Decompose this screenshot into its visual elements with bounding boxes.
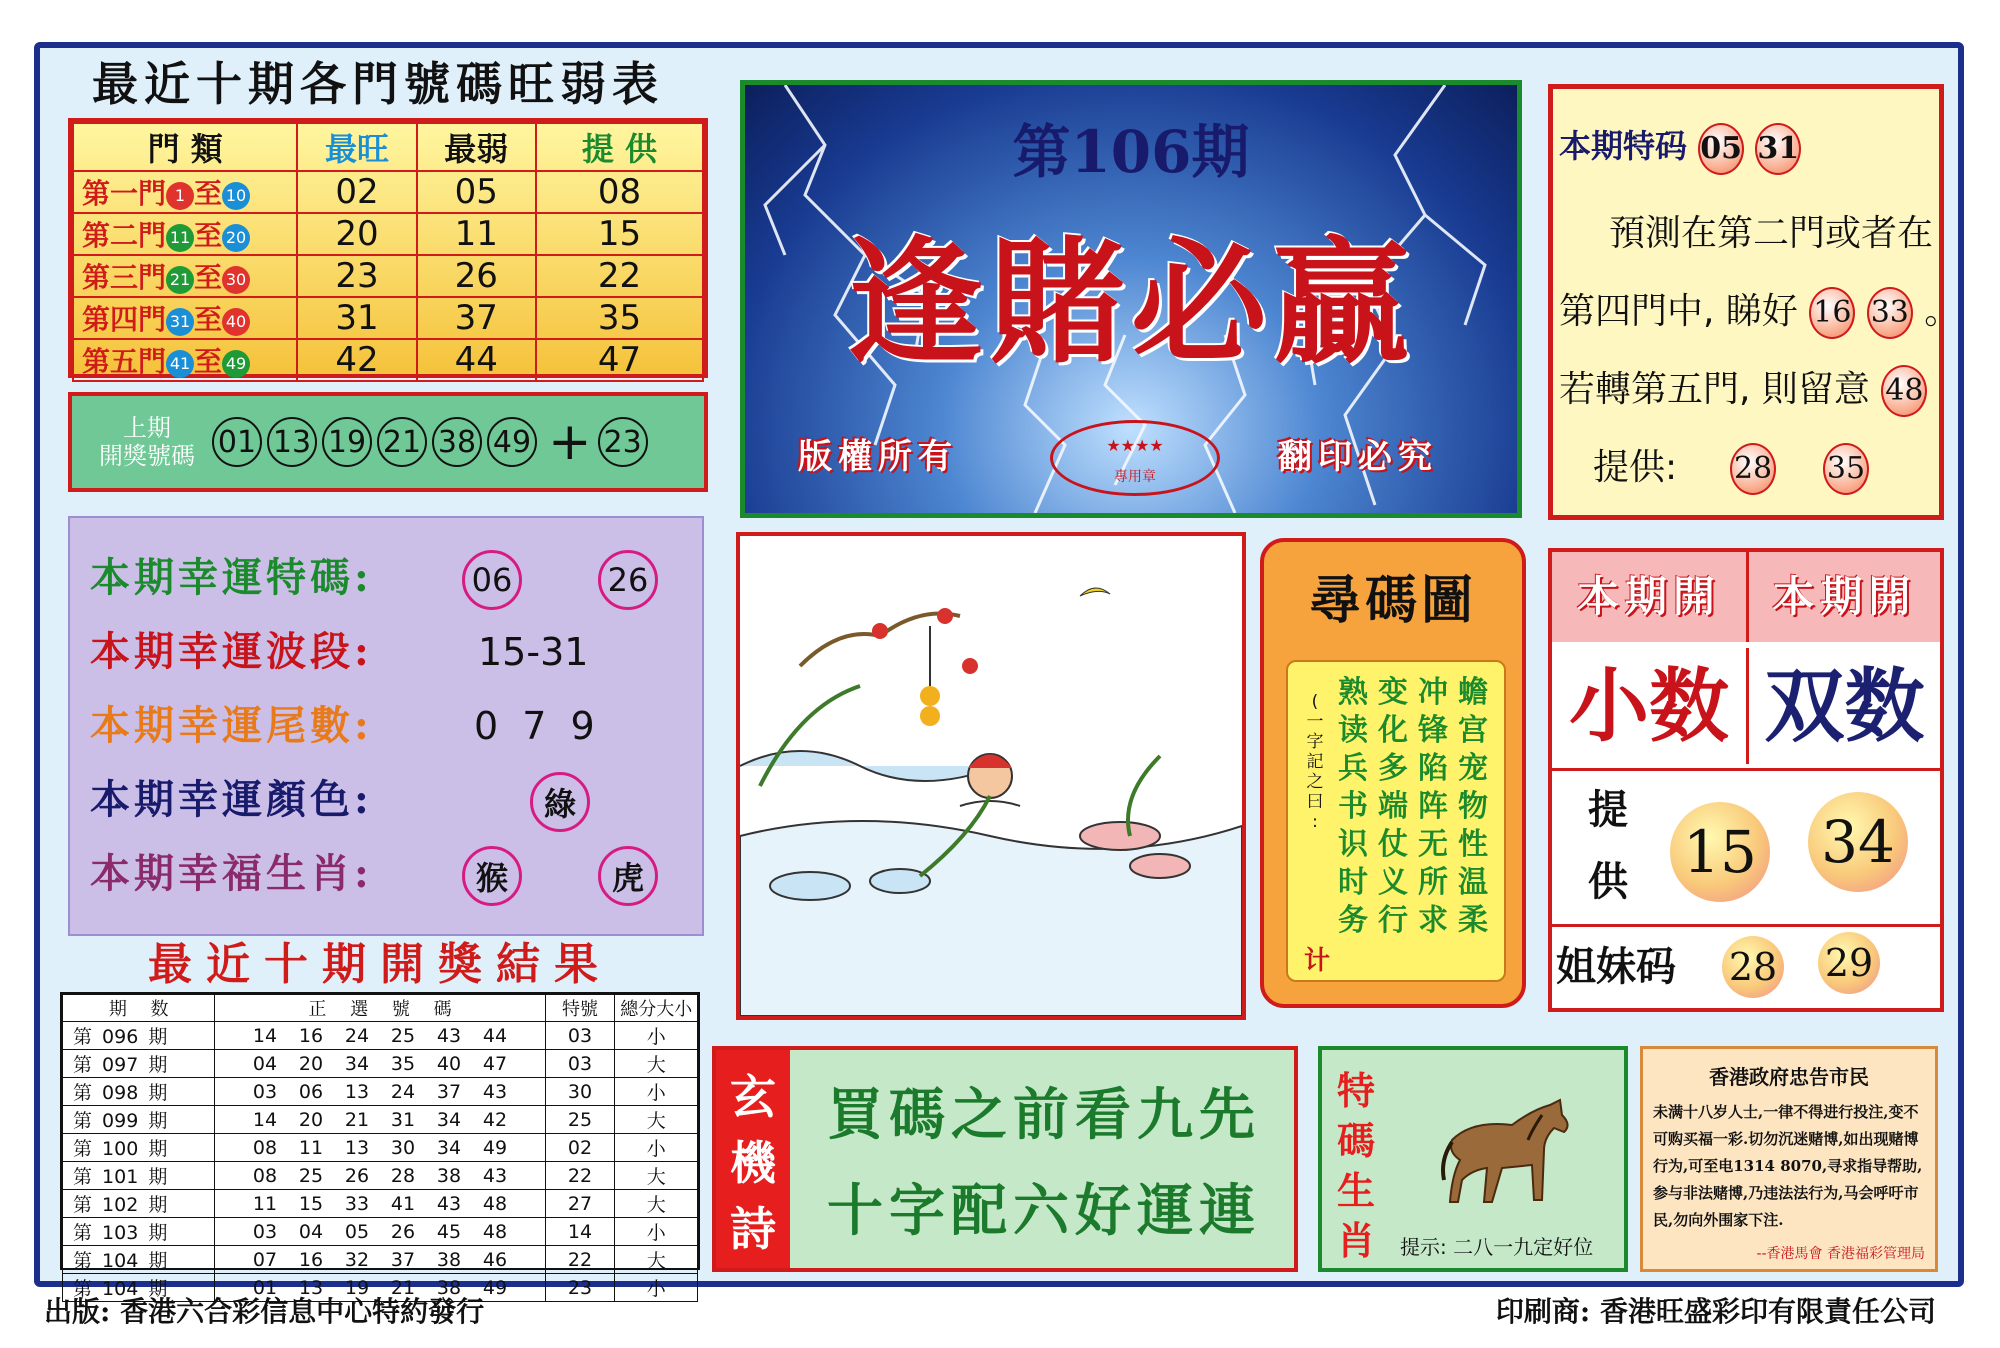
results-number: 41 [390, 1192, 416, 1215]
draw-ball: 21 [377, 417, 427, 467]
group-hot: 42 [297, 339, 416, 381]
group-pick: 15 [536, 213, 703, 255]
poem-tag: 玄 機 詩 [716, 1050, 790, 1268]
results-number: 37 [436, 1080, 462, 1103]
scroll-column: 熟 读 兵 书 识 时 务 [1338, 675, 1368, 938]
results-special: 02 [545, 1134, 615, 1162]
lucky-special-ball: 26 [598, 550, 658, 610]
lucky-zodiac-ball: 虎 [598, 846, 658, 906]
results-number: 05 [344, 1220, 370, 1243]
results-number: 19 [344, 1276, 370, 1299]
scroll-column: 蟾 宫 宠 物 性 温 柔 [1458, 675, 1488, 938]
range-end-ball: 30 [222, 266, 250, 294]
warning-box [1640, 1046, 1938, 1272]
group-header-hot: 最旺 [297, 123, 416, 171]
results-period: 第 099 期 [63, 1106, 215, 1134]
results-row [63, 1190, 698, 1218]
lucky-band-label: 本期幸運波段: [90, 628, 373, 675]
results-number: 24 [344, 1024, 370, 1047]
results-special: 14 [545, 1218, 615, 1246]
sister-label: 姐妹码 [1556, 943, 1676, 990]
group-row [73, 213, 703, 255]
seal-stars: ★★★★ [1106, 436, 1164, 455]
results-special: 22 [545, 1246, 615, 1274]
results-size: 大 [615, 1050, 698, 1078]
tip-line4-ball: 28 [1730, 443, 1776, 495]
results-period: 第 098 期 [63, 1078, 215, 1106]
results-size: 小 [615, 1022, 698, 1050]
previous-draw-label-line2: 開獎號碼 [99, 442, 195, 470]
results-size: 小 [615, 1218, 698, 1246]
zodiac-tag: 特 碼 生 肖 [1336, 1068, 1375, 1263]
group-row [73, 171, 703, 213]
group-name: 第三門 [82, 261, 167, 294]
tip-line2-ball: 33 [1867, 287, 1913, 339]
zodiac-hint: 提示: 二八一九定好位 [1400, 1235, 1594, 1259]
results-number: 37 [390, 1248, 416, 1271]
sister-ball: 28 [1722, 936, 1784, 998]
range-start-ball: 31 [166, 308, 194, 336]
draw-ball: 49 [487, 417, 537, 467]
previous-draw-label [82, 414, 212, 470]
results-number: 38 [436, 1164, 462, 1187]
results-number: 43 [482, 1080, 508, 1103]
results-period: 第 104 期 [63, 1274, 215, 1302]
previous-draw [68, 392, 708, 492]
results-number: 46 [482, 1248, 508, 1271]
results-size: 小 [615, 1274, 698, 1302]
copyright-left: 版權所有 [798, 437, 958, 477]
results-title: 最近十期開獎結果 [148, 939, 612, 990]
results-number: 16 [298, 1024, 324, 1047]
results-size: 大 [615, 1190, 698, 1218]
results-numbers [215, 1190, 545, 1218]
lucky-tail-label: 本期幸運尾數: [90, 702, 373, 749]
results-row [63, 1246, 698, 1274]
riddle-picture [736, 532, 1246, 1020]
results-number: 06 [298, 1080, 324, 1103]
group-name: 第四門 [82, 303, 167, 336]
range-connector: 至 [194, 345, 223, 378]
lucky-color-label: 本期幸運顏色: [90, 776, 373, 823]
results-number: 47 [482, 1052, 508, 1075]
results-number: 34 [344, 1052, 370, 1075]
results-number: 34 [436, 1136, 462, 1159]
results-number: 43 [482, 1164, 508, 1187]
results-number: 34 [436, 1108, 462, 1131]
results-number: 13 [298, 1276, 324, 1299]
open-provide-ball: 15 [1670, 802, 1770, 902]
open-divider [1552, 768, 1940, 771]
special-ball: 23 [598, 417, 648, 467]
warning-sign: --香港馬會 香港福彩管理局 [1756, 1246, 1925, 1262]
results-number: 08 [252, 1136, 278, 1159]
lucky-band-value: 15-31 [478, 630, 589, 674]
group-name: 第二門 [82, 219, 167, 252]
results-special: 27 [545, 1190, 615, 1218]
open-header-left: 本期開 [1552, 552, 1746, 642]
footer-publisher: 出版: 香港六合彩信息中心特約發行 [44, 1295, 485, 1328]
warning-body: 未满十八岁人士,一律不得进行投注,变不可购买福一彩.切勿沉迷赌博,如出现赌博行为,可至电1314 8070,寻求指导帮助,参与非法赌博,乃违法法行为,马会呼吁市民,勿向外围家下注. [1653, 1103, 1923, 1229]
results-number: 20 [298, 1052, 324, 1075]
group-row [73, 339, 703, 381]
group-pick: 47 [536, 339, 703, 381]
draw-ball: 13 [267, 417, 317, 467]
results-number: 20 [298, 1108, 324, 1131]
zodiac-box [1318, 1046, 1628, 1272]
scroll-side-note: ( 一 字 記 之 曰 : [1306, 692, 1324, 832]
tip-line4-label: 提供: [1593, 447, 1678, 488]
group-table-title: 最近十期各門號碼旺弱表 [92, 57, 664, 111]
tip-line3-ball: 48 [1881, 365, 1927, 417]
draw-ball: 38 [432, 417, 482, 467]
results-number: 38 [436, 1276, 462, 1299]
results-table [60, 992, 700, 1300]
range-end-ball: 20 [222, 224, 250, 252]
group-header-cold: 最弱 [417, 123, 536, 171]
open-header-right: 本期開 [1746, 552, 1940, 642]
results-number: 03 [252, 1220, 278, 1243]
plus-sign: + [548, 412, 592, 472]
lucky-panel [68, 516, 704, 936]
results-number: 21 [344, 1108, 370, 1131]
banner-slogan: 逢賭必贏 [847, 223, 1415, 383]
results-row [63, 1218, 698, 1246]
tip-title-ball: 05 [1698, 123, 1744, 175]
results-row [63, 1022, 698, 1050]
lucky-tail-value: 0 7 9 [474, 704, 601, 748]
results-number: 14 [252, 1108, 278, 1131]
results-number: 11 [298, 1136, 324, 1159]
tip-title: 本期特码 [1559, 127, 1688, 165]
open-provide-label: 提 供 [1588, 786, 1628, 905]
seal-text: 專用章 [1114, 469, 1156, 485]
range-end-ball: 10 [222, 182, 250, 210]
range-start-ball: 21 [166, 266, 194, 294]
lucky-zodiac-ball: 猴 [462, 846, 522, 906]
results-period: 第 100 期 [63, 1134, 215, 1162]
results-number: 07 [252, 1248, 278, 1271]
results-period: 第 103 期 [63, 1218, 215, 1246]
scroll-column: 冲 锋 陷 阵 无 所 求 [1418, 675, 1448, 938]
sister-ball: 29 [1818, 932, 1880, 994]
results-number: 30 [390, 1136, 416, 1159]
results-number: 32 [344, 1248, 370, 1271]
group-row [73, 297, 703, 339]
results-period: 第 097 期 [63, 1050, 215, 1078]
lucky-color-ball: 綠 [530, 772, 590, 832]
results-numbers [215, 1078, 545, 1106]
draw-ball: 01 [212, 417, 262, 467]
open-divider [1552, 924, 1940, 927]
range-connector: 至 [194, 219, 223, 252]
lucky-special-label: 本期幸運特碼: [90, 554, 373, 601]
results-header-numbers: 正 選 號 碼 [215, 995, 545, 1022]
range-connector: 至 [194, 177, 223, 210]
results-numbers [215, 1106, 545, 1134]
results-number: 24 [390, 1080, 416, 1103]
poem-box [712, 1046, 1298, 1272]
results-special: 22 [545, 1162, 615, 1190]
results-size: 小 [615, 1134, 698, 1162]
group-pick: 35 [536, 297, 703, 339]
results-header-period: 期 数 [63, 995, 215, 1022]
scroll-title: 尋碼圖 [1308, 570, 1477, 631]
group-cold: 26 [417, 255, 536, 297]
results-numbers [215, 1022, 545, 1050]
results-number: 42 [482, 1108, 508, 1131]
group-name: 第一門 [82, 177, 167, 210]
group-pick: 22 [536, 255, 703, 297]
tip-line1: 預測在第二門或者在 [1609, 213, 1934, 254]
lucky-zodiac-label: 本期幸福生肖: [90, 850, 373, 897]
results-header-size: 總分大小 [615, 995, 698, 1022]
results-number: 15 [298, 1192, 324, 1215]
results-period: 第 102 期 [63, 1190, 215, 1218]
scroll-column: 变 化 多 端 仗 义 行 [1378, 675, 1408, 938]
results-number: 01 [252, 1276, 278, 1299]
results-number: 48 [482, 1192, 508, 1215]
results-numbers [215, 1246, 545, 1274]
group-cold: 05 [417, 171, 536, 213]
tip-line2-text: 第四門中, 睇好 [1559, 291, 1798, 332]
results-period: 第 096 期 [63, 1022, 215, 1050]
results-number: 48 [482, 1220, 508, 1243]
results-numbers [215, 1162, 545, 1190]
results-row [63, 1050, 698, 1078]
results-special: 03 [545, 1022, 615, 1050]
results-number: 43 [436, 1024, 462, 1047]
results-period: 第 104 期 [63, 1246, 215, 1274]
results-number: 04 [298, 1220, 324, 1243]
open-panel [1548, 548, 1944, 1012]
results-row [63, 1078, 698, 1106]
results-number: 25 [298, 1164, 324, 1187]
results-number: 25 [390, 1024, 416, 1047]
results-special: 25 [545, 1106, 615, 1134]
range-start-ball: 1 [166, 182, 194, 210]
results-number: 35 [390, 1052, 416, 1075]
range-connector: 至 [194, 303, 223, 336]
results-number: 21 [390, 1276, 416, 1299]
scroll-paper [1286, 660, 1506, 982]
results-special: 30 [545, 1078, 615, 1106]
results-period: 第 101 期 [63, 1162, 215, 1190]
results-number: 38 [436, 1248, 462, 1271]
results-number: 11 [252, 1192, 278, 1215]
footer-printer: 印刷商: 香港旺盛彩印有限責任公司 [1495, 1295, 1936, 1328]
results-number: 04 [252, 1052, 278, 1075]
results-numbers [215, 1134, 545, 1162]
results-size: 大 [615, 1106, 698, 1134]
group-table [68, 118, 708, 378]
results-number: 40 [436, 1052, 462, 1075]
results-number: 16 [298, 1248, 324, 1271]
results-special: 23 [545, 1274, 615, 1302]
lucky-special-ball: 06 [462, 550, 522, 610]
group-cold: 44 [417, 339, 536, 381]
results-number: 03 [252, 1080, 278, 1103]
copyright-right: 翻印必究 [1278, 437, 1438, 477]
group-hot: 31 [297, 297, 416, 339]
results-number: 28 [390, 1164, 416, 1187]
results-number: 49 [482, 1276, 508, 1299]
riddle-illustration-icon [740, 536, 1242, 1016]
results-number: 44 [482, 1024, 508, 1047]
results-number: 31 [390, 1108, 416, 1131]
results-size: 大 [615, 1162, 698, 1190]
results-number: 26 [344, 1164, 370, 1187]
results-number: 14 [252, 1024, 278, 1047]
range-start-ball: 41 [166, 350, 194, 378]
range-connector: 至 [194, 261, 223, 294]
horse-icon [1432, 1090, 1582, 1210]
tip-box [1548, 84, 1961, 520]
group-header-type: 門 類 [73, 123, 297, 171]
results-number: 13 [344, 1080, 370, 1103]
range-end-ball: 49 [222, 350, 250, 378]
group-cold: 37 [417, 297, 536, 339]
group-cold: 11 [417, 213, 536, 255]
scroll-side-answer: 计 [1304, 946, 1331, 976]
poem-line2: 十字配六好運連 [827, 1178, 1261, 1244]
issue-number: 第106期 [1012, 118, 1250, 186]
results-number: 08 [252, 1164, 278, 1187]
warning-title: 香港政府忠告市民 [1709, 1065, 1869, 1089]
tip-line3-text: 若轉第五門, 則留意 [1559, 369, 1870, 410]
open-value-left: 小数 [1569, 659, 1729, 753]
results-row [63, 1134, 698, 1162]
results-numbers [215, 1050, 545, 1078]
results-size: 小 [615, 1078, 698, 1106]
group-pick: 08 [536, 171, 703, 213]
results-numbers [215, 1218, 545, 1246]
seal-stamp [1050, 420, 1220, 496]
group-hot: 23 [297, 255, 416, 297]
group-hot: 02 [297, 171, 416, 213]
open-value-right: 双数 [1746, 648, 1940, 764]
results-number: 26 [390, 1220, 416, 1243]
results-number: 49 [482, 1136, 508, 1159]
draw-ball: 19 [322, 417, 372, 467]
results-special: 03 [545, 1050, 615, 1078]
tip-line2-ball: 16 [1809, 287, 1855, 339]
poem-line1: 買碼之前看九先 [827, 1082, 1261, 1148]
results-size: 大 [615, 1246, 698, 1274]
group-row [73, 255, 703, 297]
tip-title-ball: 31 [1755, 123, 1801, 175]
tip-line4-ball: 35 [1823, 443, 1869, 495]
results-number: 13 [344, 1136, 370, 1159]
results-number: 33 [344, 1192, 370, 1215]
range-end-ball: 40 [222, 308, 250, 336]
group-name: 第五門 [82, 345, 167, 378]
results-number: 45 [436, 1220, 462, 1243]
results-header-special: 特號 [545, 995, 615, 1022]
group-header-pick: 提 供 [536, 123, 703, 171]
results-number: 43 [436, 1192, 462, 1215]
tip-line2-end: 。 [1924, 291, 1961, 332]
group-hot: 20 [297, 213, 416, 255]
previous-draw-label-line1: 上期 [123, 414, 171, 442]
results-row [63, 1162, 698, 1190]
results-row [63, 1106, 698, 1134]
open-provide-ball: 34 [1808, 792, 1908, 892]
range-start-ball: 11 [166, 224, 194, 252]
